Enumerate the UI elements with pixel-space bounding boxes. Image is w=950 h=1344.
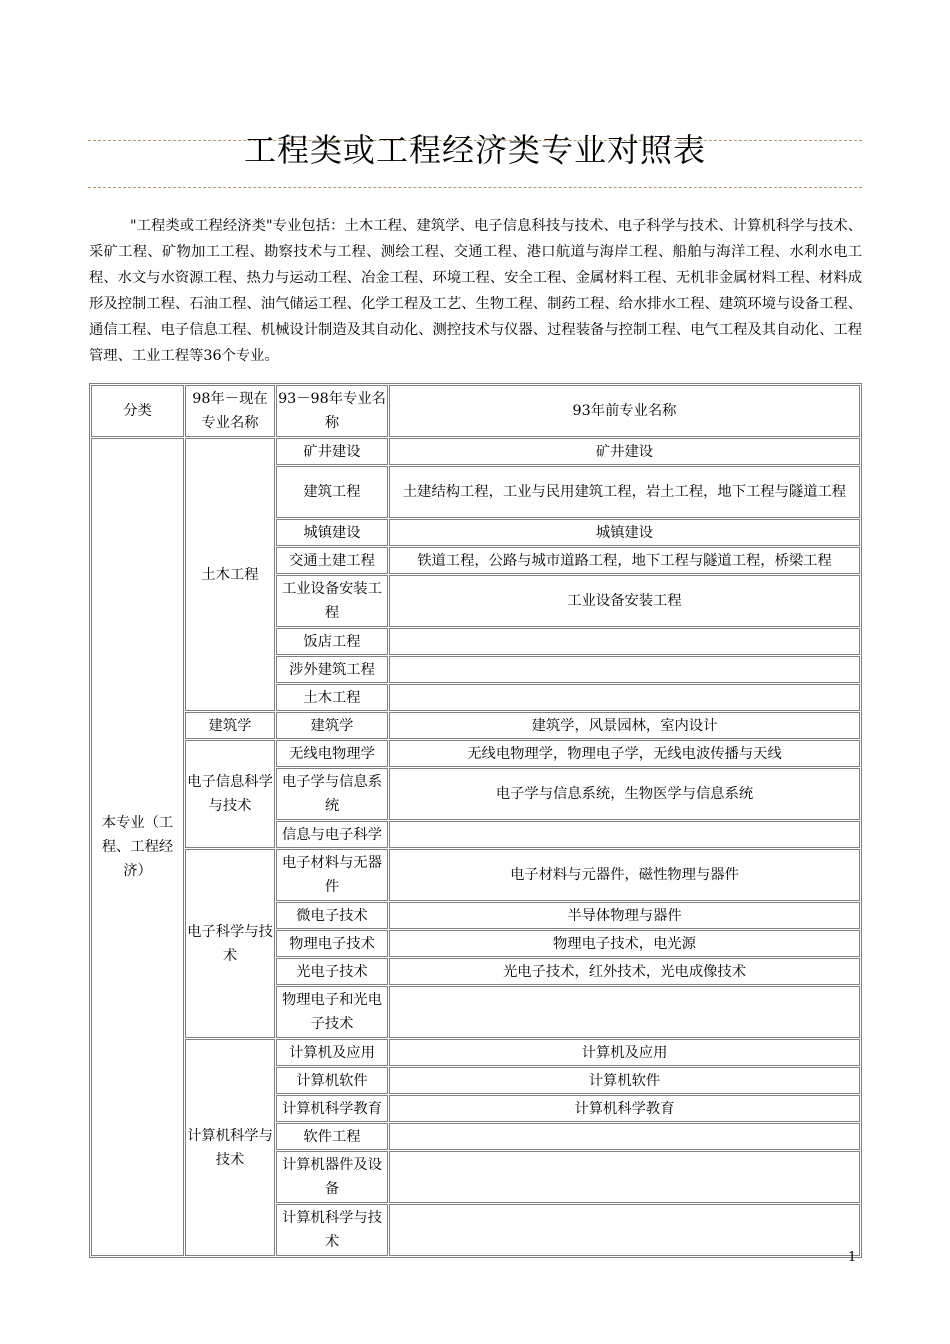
old-major-cell: 铁道工程，公路与城市道路工程，地下工程与隧道工程，桥梁工程: [389, 547, 860, 574]
mid-major-cell: 土木工程: [276, 684, 388, 711]
header-category: 分类: [91, 385, 184, 437]
mid-major-cell: 工业设备安装工程: [276, 575, 388, 627]
old-major-cell: 电子学与信息系统，生物医学与信息系统: [389, 768, 860, 820]
table-header-row: [91, 385, 860, 437]
mid-major-cell: 计算机科学教育: [276, 1095, 388, 1122]
old-major-cell: 土建结构工程，工业与民用建筑工程，岩土工程，地下工程与隧道工程: [389, 466, 860, 518]
mid-major-cell: 计算机器件及设备: [276, 1151, 388, 1203]
page-title: 工程类或工程经济类专业对照表: [243, 131, 706, 169]
mid-major-cell: 物理电子和光电子技术: [276, 986, 388, 1038]
old-major-cell: 工业设备安装工程: [389, 575, 860, 627]
current-major-cell: 计算机科学与技术: [185, 1039, 275, 1256]
mid-major-cell: 物理电子技术: [276, 930, 388, 957]
mid-major-cell: 城镇建设: [276, 519, 388, 546]
old-major-cell: 建筑学，风景园林，室内设计: [389, 712, 860, 739]
mid-major-cell: 计算机及应用: [276, 1039, 388, 1066]
mid-major-cell: 计算机科学与技术: [276, 1204, 388, 1256]
old-major-cell: [389, 986, 860, 1038]
mid-major-cell: 软件工程: [276, 1123, 388, 1150]
old-major-cell: [389, 1151, 860, 1203]
mid-major-cell: 微电子技术: [276, 902, 388, 929]
mid-major-cell: 交通土建工程: [276, 547, 388, 574]
table-row: [91, 1039, 860, 1066]
old-major-cell: 计算机软件: [389, 1067, 860, 1094]
old-major-cell: 城镇建设: [389, 519, 860, 546]
table-row: [91, 438, 860, 465]
mid-major-cell: 涉外建筑工程: [276, 656, 388, 683]
mid-major-cell: 饭店工程: [276, 628, 388, 655]
old-major-cell: [389, 1123, 860, 1150]
header-current-name: 98年－现在专业名称: [185, 385, 275, 437]
current-major-cell: 电子科学与技术: [185, 849, 275, 1038]
old-major-cell: 矿井建设: [389, 438, 860, 465]
mid-major-cell: 计算机软件: [276, 1067, 388, 1094]
current-major-cell: 电子信息科学与技术: [185, 740, 275, 848]
old-major-cell: [389, 1204, 860, 1256]
page-number: 1: [848, 1250, 857, 1265]
table-row: [91, 849, 860, 901]
old-major-cell: [389, 656, 860, 683]
header-mid-name: 93－98年专业名称: [276, 385, 388, 437]
mid-major-cell: 信息与电子科学: [276, 821, 388, 848]
mid-major-cell: 光电子技术: [276, 958, 388, 985]
intro-paragraph: "工程类或工程经济类"专业包括：土木工程、建筑学、电子信息科技与技术、电子科学与技术、计算机科学与技术、采矿工程、矿物加工工程、勘察技术与工程、测绘工程、交通工程、港口航道与海岸工程、船舶与海洋工程、水利水电工程、水文与水资源工程、热力与运动工程、冶金工程、环境工程、安全工程、金属材料工程、无机非金属材料工程、材料成形及控制工程、石油工程、油气储运工程、化学工程及工艺、生物工程、制药工程、给水排水工程、建筑环境与设备工程、通信工程、电子信息工程、机械设计制造及其自动化、测控技术与仪器、过程装备与控制工程、电气工程及其自动化、工程管理、工业工程等36个专业。: [89, 218, 862, 364]
mid-major-cell: 无线电物理学: [276, 740, 388, 767]
old-major-cell: 计算机科学教育: [389, 1095, 860, 1122]
old-major-cell: 电子材料与元器件，磁性物理与器件: [389, 849, 860, 901]
table-row: [91, 740, 860, 767]
old-major-cell: 物理电子技术，电光源: [389, 930, 860, 957]
old-major-cell: 计算机及应用: [389, 1039, 860, 1066]
title-rule-bottom: [88, 187, 862, 188]
old-major-cell: 光电子技术，红外技术，光电成像技术: [389, 958, 860, 985]
mid-major-cell: 矿井建设: [276, 438, 388, 465]
old-major-cell: [389, 628, 860, 655]
current-major-cell: 土木工程: [185, 438, 275, 711]
mid-major-cell: 电子学与信息系统: [276, 768, 388, 820]
current-major-cell: 建筑学: [185, 712, 275, 739]
major-comparison-table: [89, 383, 862, 1258]
header-old-name: 93年前专业名称: [389, 385, 860, 437]
old-major-cell: 无线电物理学，物理电子学，无线电波传播与天线: [389, 740, 860, 767]
mid-major-cell: 电子材料与无器件: [276, 849, 388, 901]
mid-major-cell: 建筑学: [276, 712, 388, 739]
category-cell: 本专业（工程、工程经济）: [91, 438, 184, 1256]
old-major-cell: [389, 821, 860, 848]
old-major-cell: [389, 684, 860, 711]
old-major-cell: 半导体物理与器件: [389, 902, 860, 929]
mid-major-cell: 建筑工程: [276, 466, 388, 518]
table-row: [91, 712, 860, 739]
